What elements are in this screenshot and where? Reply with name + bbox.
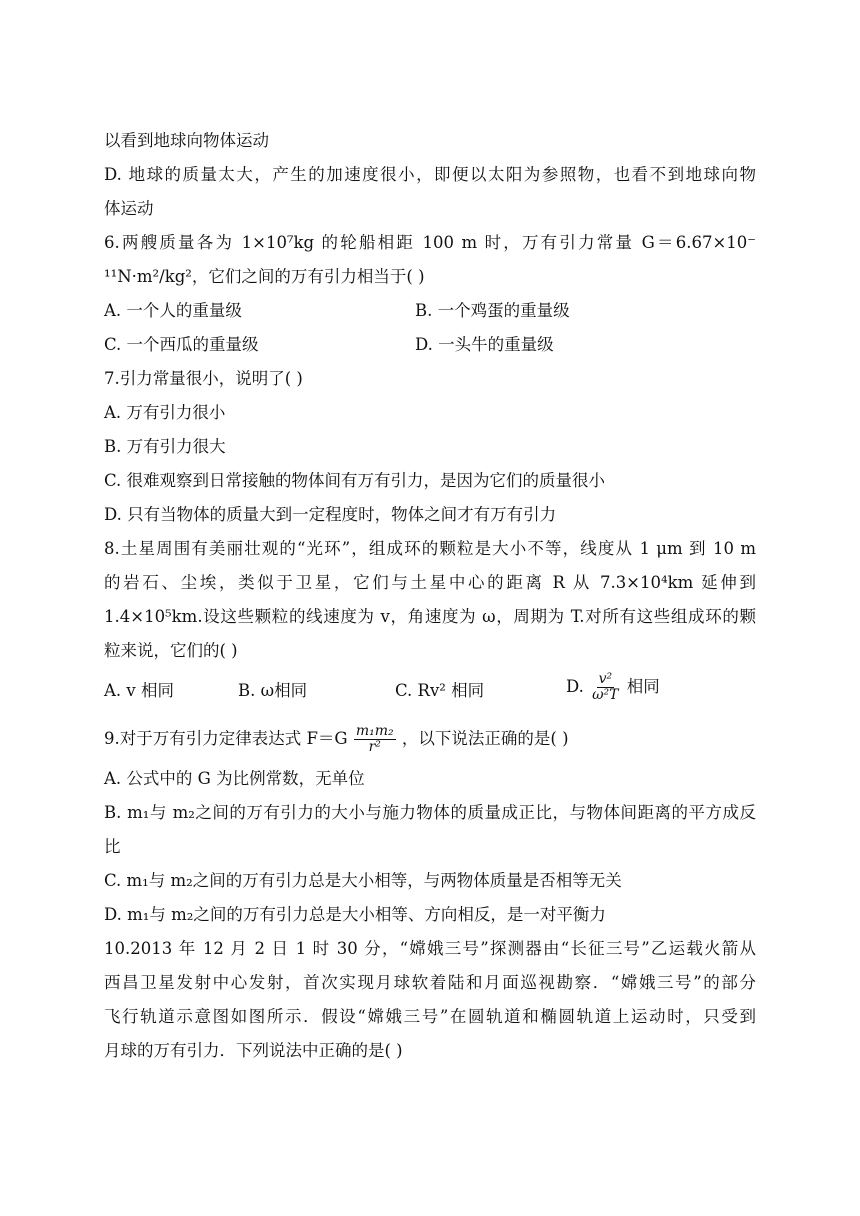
question-9-option-c: C. m₁与 m₂之间的万有引力总是大小相等，与两物体质量是否相等无关 <box>104 871 622 890</box>
question-8-option-d <box>566 672 660 703</box>
question-10-stem-cont: 飞行轨道示意图如图所示．假设“嫦娥三号”在圆轨道和椭圆轨道上运动时，只受到 <box>104 1007 756 1026</box>
question-7-option-d: D. 只有当物体的质量大到一定程度时，物体之间才有万有引力 <box>104 505 557 524</box>
text-line: 体运动 <box>104 199 154 218</box>
option-label: D. <box>566 677 584 696</box>
question-10-stem: 10.2013 年 12 月 2 日 1 时 30 分，“嫦娥三号”探测器由“长征三号”乙运载火箭从 <box>104 939 756 958</box>
option-d-line: D. 地球的质量太大，产生的加速度很小，即便以太阳为参照物，也看不到地球向物 <box>104 165 756 184</box>
question-8-stem: 8.土星周围有美丽壮观的“光环”，组成环的颗粒是大小不等，线度从 1 μm 到 10 m <box>104 539 756 558</box>
fraction-numerator: m₁m₂ <box>355 723 394 739</box>
question-7-option-a: A. 万有引力很小 <box>104 403 226 422</box>
question-8-option-a: A. v 相同 <box>104 681 174 700</box>
question-6-option-c: C. 一个西瓜的重量级 <box>104 335 259 354</box>
question-9-option-b: B. m₁与 m₂之间的万有引力的大小与施力物体的质量成正比，与物体间距离的平方成反 <box>104 803 756 822</box>
question-7-option-b: B. 万有引力很大 <box>104 437 226 456</box>
question-10-stem-cont: 西昌卫星发射中心发射，首次实现月球软着陆和月面巡视勘察．“嫦娥三号”的部分 <box>104 973 756 992</box>
fraction-numerator: v² <box>598 671 613 687</box>
fraction-denominator: r² <box>368 739 381 755</box>
question-6-option-b: B. 一个鸡蛋的重量级 <box>415 301 570 320</box>
question-7-stem: 7.引力常量很小，说明了( ) <box>104 369 303 388</box>
stem-suffix: ，以下说法正确的是( ) <box>401 729 569 748</box>
fraction <box>590 672 620 703</box>
question-9-option-a: A. 公式中的 G 为比例常数，无单位 <box>104 769 365 788</box>
stem-prefix: 9.对于万有引力定律表达式 F＝G <box>104 729 348 748</box>
question-10-stem-cont: 月球的万有引力．下列说法中正确的是( ) <box>104 1041 403 1060</box>
question-6-stem: 6.两艘质量各为 1×10⁷kg 的轮船相距 100 m 时，万有引力常量 G＝6.67×10⁻ <box>104 233 756 252</box>
question-8-option-c: C. Rv² 相同 <box>395 681 485 700</box>
fraction-denominator: ω²T <box>592 687 619 703</box>
question-8-option-b: B. ω相同 <box>238 681 308 700</box>
option-text: 相同 <box>626 677 660 696</box>
question-6-option-a: A. 一个人的重量级 <box>104 301 242 320</box>
question-9-option-b-cont: 比 <box>104 837 121 856</box>
question-6-option-d: D. 一头牛的重量级 <box>415 335 554 354</box>
question-6-stem-cont: ¹¹N·m²/kg²，它们之间的万有引力相当于( ) <box>104 267 425 286</box>
question-8-stem-cont: 1.4×10⁵km.设这些颗粒的线速度为 v，角速度为 ω，周期为 T.对所有这些组成环的颗 <box>104 607 756 626</box>
question-8-stem-cont: 粒来说，它们的( ) <box>104 641 238 660</box>
question-9-option-d: D. m₁与 m₂之间的万有引力总是大小相等、方向相反，是一对平衡力 <box>104 905 606 924</box>
question-9-stem <box>104 724 569 755</box>
fraction <box>354 724 396 755</box>
question-7-option-c: C. 很难观察到日常接触的物体间有万有引力，是因为它们的质量很小 <box>104 471 606 490</box>
question-8-stem-cont: 的岩石、尘埃，类似于卫星，它们与土星中心的距离 R 从 7.3×10⁴km 延伸到 <box>104 573 756 592</box>
text-line: 以看到地球向物体运动 <box>104 131 269 150</box>
